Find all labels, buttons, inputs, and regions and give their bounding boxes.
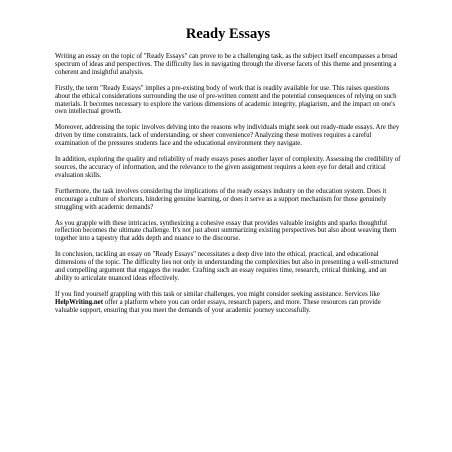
helpwriting-link[interactable]: HelpWriting.net bbox=[55, 298, 103, 306]
assistance-text-after: offer a platform where you can order essays, research papers, and more. These resources can provide valuable support, ensuring that you meet the demands of your academic journey successfully. bbox=[55, 298, 381, 314]
paragraph-firstly: Firstly, the term "Ready Essays" implies a pre-existing body of work that is readily available for use. This raises questions about the ethical considerations surrounding the use of pre-written content and the potential consequences of relying on such materials. It becomes necessary to explore the various dimensions of academic integrity, plagiarism, and the impact on one's own intellectual growth. bbox=[55, 84, 397, 116]
paragraph-synthesis: As you grapple with these intricacies, synthesizing a cohesive essay that provides valuable insights and sparks thoughtful reflection becomes the ultimate challenge. It's not just about summarizing existing perspectives but also about weaving them together into a tapestry that adds depth and nuance to the discourse. bbox=[55, 219, 397, 243]
paragraph-conclusion: In conclusion, tackling an essay on "Ready Essays" necessitates a deep dive into the ethical, practical, and educational dimensions of the topic. The difficulty lies not only in understanding the complexities but also in presenting a well-structured and compelling argument that engages the reader. Crafting such an essay requires time, research, critical thinking, and an ability to articulate nuanced ideas effectively. bbox=[55, 251, 399, 282]
assistance-text-before: If you find yourself grappling with this task or similar challenges, you might consider seeking assistance. Services like bbox=[55, 290, 380, 298]
paragraph-moreover: Moreover, addressing the topic involves delving into the reasons why individuals might seek out ready-made essays. Are they driven by time constraints, lack of understanding, or sheer convenience? Analyzing these motives requires a careful examination of the pressures students face and the educational environment they navigate. bbox=[55, 124, 400, 148]
paragraph-in-addition: In addition, exploring the quality and reliability of ready essays poses another layer of complexity. Assessing the credibility of sources, the accuracy of information, and the relevance to the given assignment requires a keen eye for detail and critical evaluation skills. bbox=[55, 156, 401, 179]
document-title: Ready Essays bbox=[185, 26, 271, 42]
paragraph-assistance bbox=[55, 291, 401, 315]
paragraph-furthermore: Furthermore, the task involves considering the implications of the ready essays industry on the education system. Does it encourage a culture of shortcuts, hindering genuine learning, or does it serve as a support mechanism for those genuinely struggling with academic demands? bbox=[55, 187, 387, 211]
document-page bbox=[55, 25, 401, 323]
paragraph-intro: Writing an essay on the topic of "Ready Essays" can prove to be a challenging task, as the subject itself encompasses a broad spectrum of ideas and perspectives. The difficulty lies in navigating through the diverse facets of this theme and presenting a coherent and insightful analysis. bbox=[55, 53, 398, 76]
